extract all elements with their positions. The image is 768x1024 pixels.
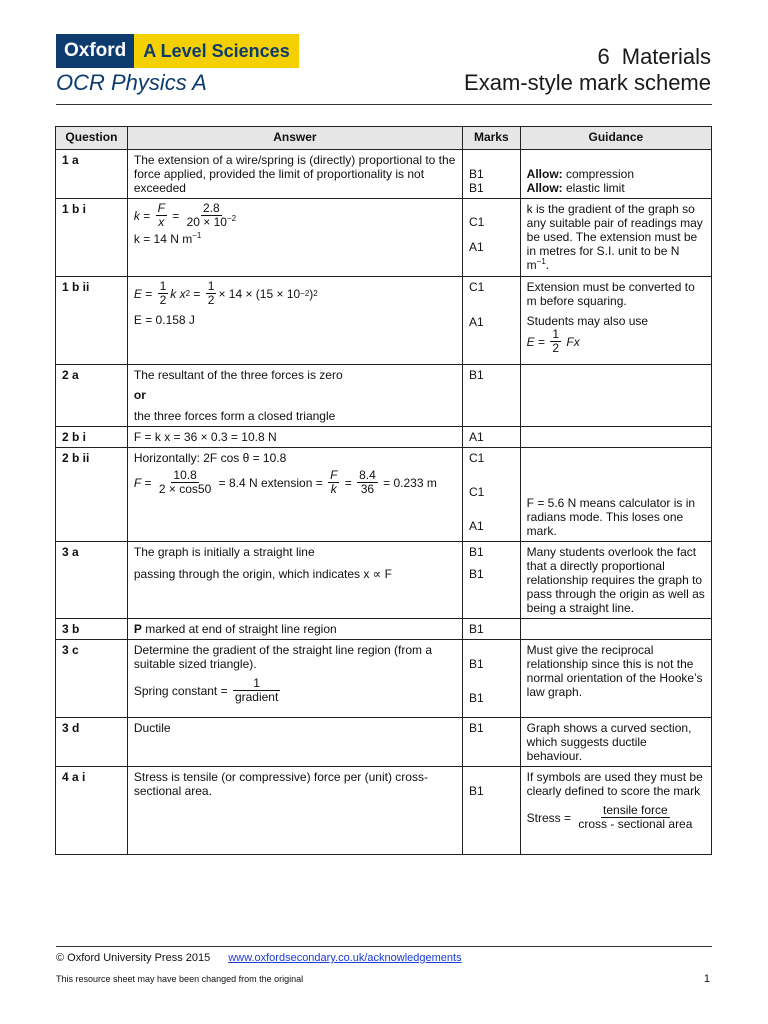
denominator: x (158, 215, 165, 229)
equation-text: ) (309, 286, 314, 301)
answer-cell (127, 640, 462, 718)
question-cell: 3 c (56, 640, 128, 718)
footer-divider (56, 946, 712, 947)
guidance-text: Extension must be converted to m before squaring. (526, 280, 695, 308)
mark: A1 (468, 240, 484, 254)
equation-text: × 14 × (15 × 10 (218, 286, 301, 301)
answer-cell (127, 365, 462, 427)
guidance-cell: F = 5.6 N means calculator is in radians mode. This loses one mark. (520, 448, 711, 542)
numerator: 1 (159, 279, 167, 293)
table-header-row (56, 127, 712, 150)
guidance-text: k is the gradient of the graph so any suitable pair of readings may be used. The extension must be in metres for S.I. unit to be N m (526, 202, 703, 272)
question-cell: 4 a i (56, 767, 128, 855)
answer-cell (127, 619, 462, 640)
denominator: 2 (159, 293, 167, 307)
footer-notice: This resource sheet may have been changed from the original (56, 974, 304, 984)
page-number: 1 (703, 973, 710, 985)
table-row (56, 427, 712, 448)
denominator: 2 × cos50 (158, 482, 212, 496)
mark: B1 (468, 181, 484, 195)
marks-cell: B1 (462, 718, 520, 767)
table-row (56, 619, 712, 640)
oxford-logo (56, 34, 299, 68)
table-row (56, 640, 712, 718)
guidance-text: Students may also use (526, 314, 649, 328)
symbol: k x (170, 286, 186, 301)
denominator: k (330, 482, 337, 496)
fraction (357, 469, 378, 496)
equation: E = $\frac{1}{2}$ k x 2 = $\frac{1}{2}$ × 14 × (15 × 10 −2 ) 2 (133, 279, 318, 307)
answer-cell: Ductile (127, 718, 462, 767)
or-text: or (133, 388, 146, 402)
equation-text: extension = (261, 475, 323, 490)
fraction (157, 469, 213, 496)
question-cell: 2 b i (56, 427, 128, 448)
header-question: Question (56, 127, 128, 150)
footer-copyright (56, 952, 462, 964)
answer-text: Determine the gradient of the straight line region (from a suitable sized triangle). (133, 643, 433, 671)
symbol: E (133, 286, 142, 301)
subject-title: OCR Physics A (56, 70, 207, 95)
logo-series-text: A Level Sciences (134, 34, 298, 68)
table-row (56, 277, 712, 365)
denominator: 36 (360, 482, 375, 496)
guidance-cell: Graph shows a curved section, which suggests ductile behaviour. (520, 718, 711, 767)
answer-cell (127, 542, 462, 619)
guidance-cell: Many students overlook the fact that a directly proportional relationship requires the graph to pass through the origin as well as being a straight line. (520, 542, 711, 619)
equation: k = $\frac{F}{x}$ = $\frac{2.8}{20 \times 10^{-2}}$ (133, 201, 237, 229)
mark: C1 (468, 215, 485, 229)
numerator: 10.8 (173, 468, 197, 482)
marks-cell (462, 542, 520, 619)
symbol: k (133, 208, 140, 223)
guidance-cell: Must give the reciprocal relationship since this is not the normal orientation of the Hooke’s law graph. (520, 640, 711, 718)
marks-cell: B1 (462, 365, 520, 427)
marks-cell (462, 277, 520, 365)
denominator: gradient (234, 690, 279, 704)
mark: B1 (468, 691, 484, 705)
numerator: 2.8 (203, 201, 220, 215)
marks-cell: B1 (462, 619, 520, 640)
mark: C1 (468, 280, 485, 294)
table-row (56, 365, 712, 427)
header-divider (56, 104, 712, 105)
numerator: tensile force (603, 803, 668, 817)
chapter-heading (464, 44, 711, 96)
exponent: −2 (226, 214, 237, 223)
equation-result: = 0.233 m (383, 475, 437, 490)
answer-text: The graph is initially a straight line (133, 545, 315, 559)
answer-cell (127, 448, 462, 542)
denominator: cross - sectional area (578, 817, 693, 831)
guidance-text: elastic limit (566, 181, 625, 195)
equation-result: = 8.4 N (218, 475, 258, 490)
answer-cell (127, 199, 462, 277)
mark: B1 (468, 567, 484, 581)
exponent: −1 (536, 257, 546, 266)
numerator: F (330, 468, 338, 482)
fraction (233, 677, 280, 704)
answer-text: Horizontally: 2F cos θ = 10.8 (133, 451, 287, 465)
denominator: 2 (207, 293, 215, 307)
fraction (328, 469, 339, 496)
answer-cell: Stress is tensile (or compressive) force per (unit) cross-sectional area. (127, 767, 462, 855)
denominator: 2 (552, 341, 560, 355)
question-cell: 1 a (56, 150, 128, 199)
marks-cell (462, 199, 520, 277)
answer-text: the three forces form a closed triangle (133, 409, 336, 423)
guidance-cell (520, 277, 711, 365)
answer-label: P (133, 622, 142, 636)
header-marks: Marks (462, 127, 520, 150)
answer-text: The resultant of the three forces is zero (133, 368, 343, 382)
fraction (206, 280, 217, 307)
question-cell: 2 a (56, 365, 128, 427)
answer-cell: The extension of a wire/spring is (directly) proportional to the force applied, provided the limit of proportionality is not exceeded (127, 150, 462, 199)
mark-scheme-table (55, 126, 712, 855)
guidance-text: compression (566, 167, 635, 181)
table-row (56, 767, 712, 855)
guidance-cell (520, 767, 711, 855)
fraction (550, 328, 561, 355)
table-row (56, 150, 712, 199)
equation-text: Stress = (526, 810, 572, 825)
mark: B1 (468, 167, 484, 181)
numerator: 1 (233, 677, 280, 691)
table-row (56, 718, 712, 767)
answer-cell (127, 277, 462, 365)
header-answer: Answer (127, 127, 462, 150)
marks-cell (462, 448, 520, 542)
equation: E = $\frac{1}{2}$ Fx (526, 327, 580, 355)
answer-result: E = 0.158 J (133, 313, 195, 327)
acknowledgements-link[interactable]: www.oxfordsecondary.co.uk/acknowledgements (228, 952, 462, 964)
symbol: F (133, 475, 142, 490)
equation (134, 677, 282, 704)
equation: F = $\frac{10.8}{2 \times \cos 50}$ = 8.4 N (133, 468, 258, 496)
mark: C1 (468, 485, 485, 499)
fraction (158, 280, 169, 307)
fraction (156, 202, 167, 229)
answer-result: k = 14 N m (133, 232, 193, 246)
mark: A1 (468, 519, 484, 533)
equation (527, 804, 697, 831)
answer-text: marked at end of straight line region (145, 622, 337, 636)
logo-oxford-text: Oxford (56, 34, 134, 68)
numerator: 8.4 (359, 468, 376, 482)
numerator: 1 (552, 327, 560, 341)
allow-label: Allow: (526, 167, 563, 181)
mark: C1 (468, 451, 485, 465)
guidance-cell (520, 365, 711, 427)
question-cell: 2 b ii (56, 448, 128, 542)
chapter-number: 6 (597, 44, 610, 69)
guidance-cell (520, 427, 711, 448)
question-cell: 3 b (56, 619, 128, 640)
mark: A1 (468, 315, 484, 329)
marks-cell (462, 640, 520, 718)
symbol: Fx (566, 334, 580, 349)
table-row (56, 542, 712, 619)
mark: B1 (468, 657, 484, 671)
guidance-text-end: . (545, 258, 550, 272)
question-cell: 3 a (56, 542, 128, 619)
marks-cell (462, 150, 520, 199)
table-row (56, 448, 712, 542)
marks-cell: A1 (462, 427, 520, 448)
allow-label: Allow: (526, 181, 563, 195)
denominator: 20 × 10 (186, 215, 227, 229)
fraction (576, 804, 694, 831)
numerator: F (157, 201, 165, 215)
numerator: 1 (207, 279, 215, 293)
guidance-cell (520, 199, 711, 277)
guidance-text: If symbols are used they must be clearly defined to score the mark (526, 770, 703, 798)
equation-text: Spring constant = (133, 683, 228, 698)
answer-cell: F = k x = 36 × 0.3 = 10.8 N (127, 427, 462, 448)
guidance-cell (520, 150, 711, 199)
exponent: −1 (192, 231, 202, 240)
marks-cell: B1 (462, 767, 520, 855)
guidance-cell (520, 619, 711, 640)
question-cell: 3 d (56, 718, 128, 767)
equation: extension = $\frac{F}{k}$ = $\frac{8.4}{36}$ = 0.233 m (261, 468, 437, 496)
mark: B1 (468, 545, 484, 559)
header-guidance: Guidance (520, 127, 711, 150)
question-cell: 1 b ii (56, 277, 128, 365)
question-cell: 1 b i (56, 199, 128, 277)
document-title: Exam-style mark scheme (464, 70, 711, 95)
fraction (185, 202, 239, 229)
copyright-text: © Oxford University Press 2015 (56, 952, 211, 964)
answer-text: passing through the origin, which indicates x ∝ F (133, 567, 392, 581)
symbol: E (526, 334, 535, 349)
chapter-title: Materials (621, 44, 711, 69)
table-row (56, 199, 712, 277)
